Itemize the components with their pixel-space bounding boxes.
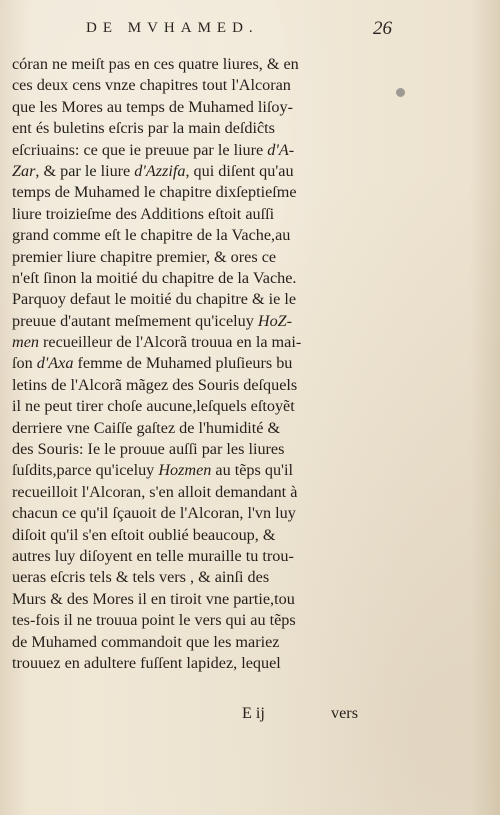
text-segment: que les Mores au temps de Muhamed liſoy- [12, 97, 293, 116]
italic-name: d'Axa [36, 354, 74, 373]
text-segment: des Souris: Ie le prouue auſſi par les liures [12, 440, 285, 459]
text-segment: diſoit qu'il s'en eſtoit oublié beaucoup, & [12, 525, 276, 544]
text-segment: femme de Muhamed pluſieurs bu [73, 354, 293, 373]
text-segment: córan ne meiſt pas en ces quatre liures, & en [12, 55, 299, 73]
body-text [12, 54, 358, 674]
text-line [12, 396, 358, 417]
text-segment: Murs & des Mores il en tiroit vne partie,tou [12, 589, 295, 608]
text-segment: n'eſt ſinon la moitié du chapitre de la Vache. [12, 268, 297, 287]
text-line [12, 332, 358, 353]
text-segment: il ne peut tirer choſe aucune,leſquels eſtoyẽt [12, 397, 295, 416]
text-segment: trouuez en adultere fuſſent lapidez, lequel [12, 653, 281, 672]
text-line [12, 589, 358, 610]
text-segment: tes-fois il ne trouua point le vers qui au tẽps [12, 611, 296, 630]
text-line [12, 482, 358, 503]
italic-name: d'Azzifa [134, 161, 186, 180]
text-line [12, 653, 358, 674]
text-line [12, 118, 358, 139]
paper-mark-dot [396, 88, 405, 97]
text-segment: au tẽps qu'il [211, 461, 293, 480]
text-segment: , qui diſent qu'au [185, 161, 294, 180]
text-line [12, 311, 358, 332]
text-segment: ces deux cens vnze chapitres tout l'Alcoran [12, 76, 291, 95]
text-line [12, 567, 358, 588]
italic-name: d'A- [267, 140, 295, 159]
text-segment: derriere vne Caiſſe gaſtez de l'humidité & [12, 418, 281, 437]
text-line [12, 268, 358, 289]
page-number: 26 [373, 18, 392, 39]
text-segment: ent és buletins eſcris par la main deſdiĉts [12, 119, 275, 138]
italic-name: HoΖ- [257, 311, 293, 330]
text-segment: Parquoy defaut le moitié du chapitre & ie le [12, 290, 297, 309]
text-line [12, 97, 358, 118]
text-segment: de Muhamed commandoit que les mariez [12, 632, 280, 651]
text-line [12, 632, 358, 653]
text-segment: autres luy diſoyent en telle muraille tu trou- [12, 546, 294, 565]
text-line [12, 182, 358, 203]
text-line [12, 610, 358, 631]
text-segment: premier liure chapitre premier, & ores ce [12, 247, 277, 266]
text-line [12, 225, 358, 246]
text-line [12, 75, 358, 96]
text-line [12, 460, 358, 481]
text-line [12, 546, 358, 567]
text-segment: recueilleur de l'Alcorã trouua en la mai- [38, 333, 302, 352]
text-line [12, 418, 358, 439]
signature-mark: E ij [242, 704, 265, 722]
text-segment: chacun ce qu'il ſçauoit de l'Alcoran, l'vn luy [12, 504, 296, 523]
text-line [12, 54, 358, 75]
italic-name: Hozmen [158, 461, 212, 480]
text-segment: ſon [12, 354, 37, 373]
text-segment: , & par le liure [35, 161, 135, 180]
text-line [12, 204, 358, 225]
text-segment: recueilloit l'Alcoran, s'en alloit demandant à [12, 482, 298, 501]
italic-name: Ζar [12, 161, 36, 180]
text-segment: letins de l'Alcorã mãgez des Souris deſquels [12, 375, 298, 394]
text-line [12, 439, 358, 460]
running-title: DE MVHAMED. [86, 20, 259, 36]
text-segment: ſuſdits,parce qu'iceluy [12, 461, 159, 480]
text-segment: ueras eſcris tels & tels vers , & ainſi des [12, 568, 270, 587]
text-line [12, 289, 358, 310]
text-line [12, 525, 358, 546]
text-segment: liure troizieſme des Additions eſtoit auſſi [12, 204, 275, 223]
italic-name: men [12, 333, 39, 352]
page-footer [12, 704, 358, 726]
text-line [12, 247, 358, 268]
text-line [12, 375, 358, 396]
text-segment: temps de Muhamed le chapitre dixſeptieſme [12, 183, 297, 202]
text-line [12, 161, 358, 182]
text-segment: preuue d'autant meſmement qu'iceluy [12, 311, 258, 330]
text-segment: eſcriuains: ce que ie preuue par le liure [12, 140, 268, 159]
text-line [12, 503, 358, 524]
catchword: vers [331, 704, 358, 722]
text-line [12, 353, 358, 374]
text-line [12, 140, 358, 161]
text-segment: grand comme eſt le chapitre de la Vache,au [12, 226, 291, 245]
